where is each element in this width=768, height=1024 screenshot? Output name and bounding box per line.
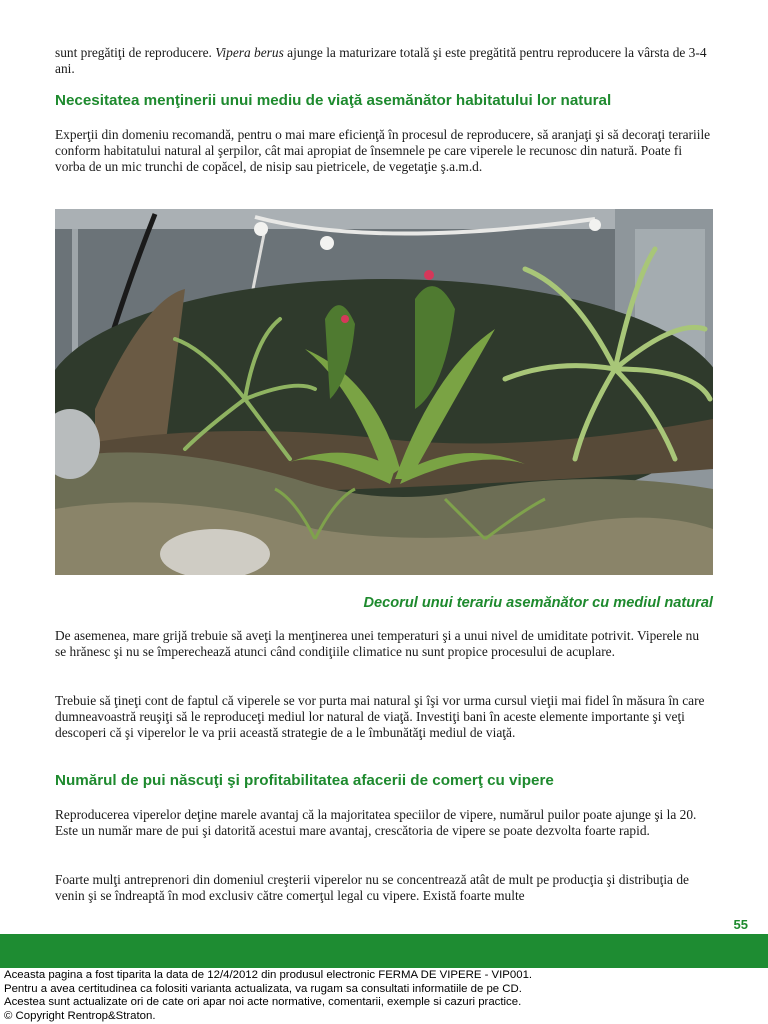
humidity-paragraph: De asemenea, mare grijă trebuie să aveţi la menţinerea unei temperaturi şi a unui nivel de umiditate potrivit. Viperele nu se hrănesc şi nu se împerechează atunci când condiţiile climatice nu sunt propice procesului de acuplare. (55, 628, 700, 659)
footer-line: Pentru a avea certitudinea ca folositi varianta actualizata, va rugam sa consultati informatiile de pe CD. (4, 982, 522, 995)
offspring-paragraph: Reproducerea viperelor deţine marele avantaj că la majoritatea speciilor de vipere, numărul puilor poate ajunge şi la 20. Este un număr mare de pui şi datorită acestui mare avantaj, crescătoria de vipere se poate dezvolta foarte rapid. (55, 807, 697, 838)
figure-caption: Decorul unui terariu asemănător cu mediul natural (363, 595, 713, 611)
footer-band (0, 934, 768, 968)
entrepreneurs-paragraph: Foarte mulţi antreprenori din domeniul creşterii viperelor nu se concentrează atât de mult pe producţia şi distribuţia de venin şi se îndreaptă în mod exclusiv către comerţul legal cu vipere. Există foarte multe (55, 872, 689, 903)
terrarium-photo (55, 209, 713, 575)
section-heading-offspring: Numărul de pui născuţi şi profitabilitatea afacerii de comerţ cu vipere (55, 772, 554, 789)
species-name: Vipera berus (215, 45, 284, 60)
section-heading-habitat: Necesitatea menţinerii unui mediu de viaţă asemănător habitatului lor natural (55, 92, 612, 109)
page-number: 55 (733, 917, 748, 932)
footer-notice (4, 969, 764, 1023)
footer-line: Acestea sunt actualizate ori de cate ori apar noi acte normative, comentarii, exemple si cazuri practice. (4, 996, 522, 1009)
intro-paragraph: sunt pregătiţi de reproducere. Vipera berus ajunge la maturizare totală şi este pregătită pentru reproducere la vârsta de 3-4 ani. (55, 45, 707, 76)
natural-environment-paragraph: Trebuie să ţineţi cont de faptul că viperele se vor purta mai natural şi îşi vor urma cursul vieţii mai fidel în măsura în care dumneavoastră reuşiţi să le reproduceţi mediul lor natural de viaţă. Investiţi bani în aceste elemente importante şi veţi descoperi că şi viperelor le va prii această strategie de a le îmbunătăţi mediul de viaţă. (55, 693, 705, 740)
footer-line: Aceasta pagina a fost tiparita la data de 12/4/2012 din produsul electronic FERMA DE VIPERE - VIP001. (4, 969, 533, 981)
habitat-paragraph: Experţii din domeniu recomandă, pentru o mai mare eficienţă în procesul de reproducere, să aranjaţi şi să decoraţi terariile conform habitatului natural al şerpilor, cât mai apropiat de însemnele pe care viperele le recunosc din natură. Poate fi vorba de un mic trunchi de copăcel, de nisip sau pietricele, de vegetaţie ş.a.m.d. (55, 127, 711, 174)
terrarium-photo-illustration (55, 209, 713, 575)
footer-copyright: © Copyright Rentrop&Straton. (4, 1009, 156, 1022)
